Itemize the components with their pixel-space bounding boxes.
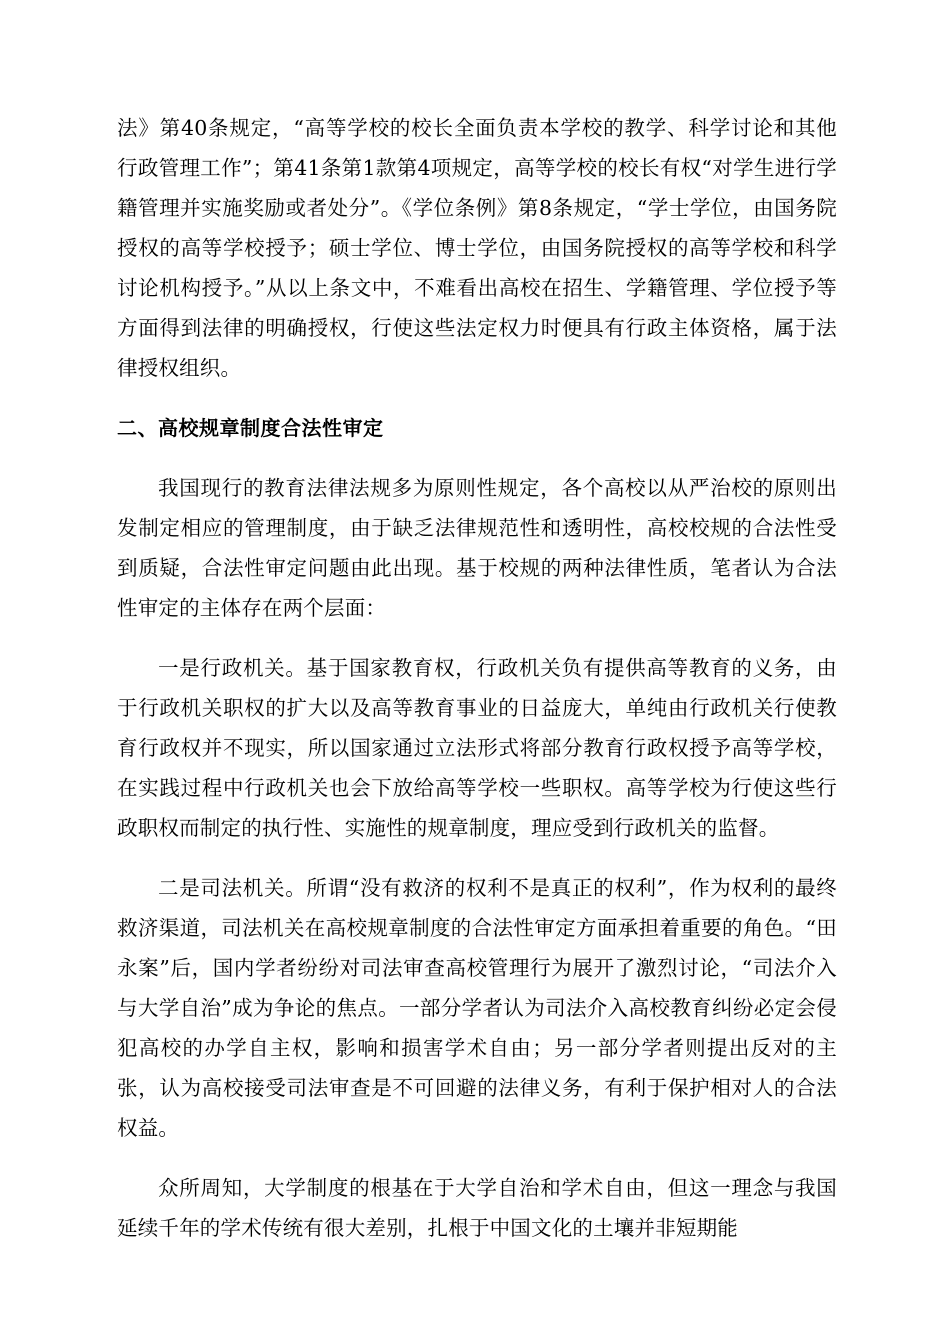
- paragraph-spacer: [117, 628, 837, 648]
- paragraph-administrative-organs: 一是行政机关。基于国家教育权，行政机关负有提供高等教育的义务，由于行政机关职权的扩大以及高等教育事业的日益庞大，单纯由行政机关行使教育行政权并不现实，所以国家通过立法形式将部分教育行政权授予高等学校，在实践过程中行政机关也会下放给高等学校一些职权。高等学校为行使这些行政职权而制定的执行性、实施性的规章制度，理应受到行政机关的监督。: [117, 656, 837, 840]
- section-heading: 二、高校规章制度合法性审定: [117, 416, 384, 440]
- paragraph-spacer: [117, 448, 837, 468]
- paragraph-spacer: [117, 388, 837, 408]
- paragraph-legal-authorization: 法》第40条规定，“高等学校的校长全面负责本学校的教学、科学讨论和其他行政管理工作”；第41条第1款第4项规定，高等学校的校长有权“对学生进行学籍管理并实施奖励或者处分”。《学位条例》第8条规定，“学士学位，由国务院授权的高等学校授予；硕士学位、博士学位，由国务院授权的高等学校和科学讨论机构授予。”从以上条文中，不难看出高校在招生、学籍管理、学位授予等方面得到法律的明确授权，行使这些法定权力时便具有行政主体资格，属于法律授权组织。: [117, 116, 837, 380]
- paragraph-university-autonomy: 众所周知，大学制度的根基在于大学自治和学术自由，但这一理念与我国延续千年的学术传统有很大差别，扎根于中国文化的土壤并非短期能: [117, 1176, 837, 1240]
- paragraph-spacer: [117, 848, 837, 868]
- document-body: [117, 108, 837, 1248]
- paragraph-review-intro: 我国现行的教育法律法规多为原则性规定，各个高校以从严治校的原则出发制定相应的管理制度，由于缺乏法律规范性和透明性，高校校规的合法性受到质疑，合法性审定问题由此出现。基于校规的两种法律性质，笔者认为合法性审定的主体存在两个层面：: [117, 476, 837, 620]
- paragraph-spacer: [117, 1148, 837, 1168]
- paragraph-judicial-organs: 二是司法机关。所谓“没有救济的权利不是真正的权利”，作为权利的最终救济渠道，司法机关在高校规章制度的合法性审定方面承担着重要的角色。“田永案”后，国内学者纷纷对司法审查高校管理行为展开了激烈讨论，“司法介入与大学自治”成为争论的焦点。一部分学者认为司法介入高校教育纠纷必定会侵犯高校的办学自主权，影响和损害学术自由；另一部分学者则提出反对的主张，认为高校接受司法审查是不可回避的法律义务，有利于保护相对人的合法权益。: [117, 876, 837, 1140]
